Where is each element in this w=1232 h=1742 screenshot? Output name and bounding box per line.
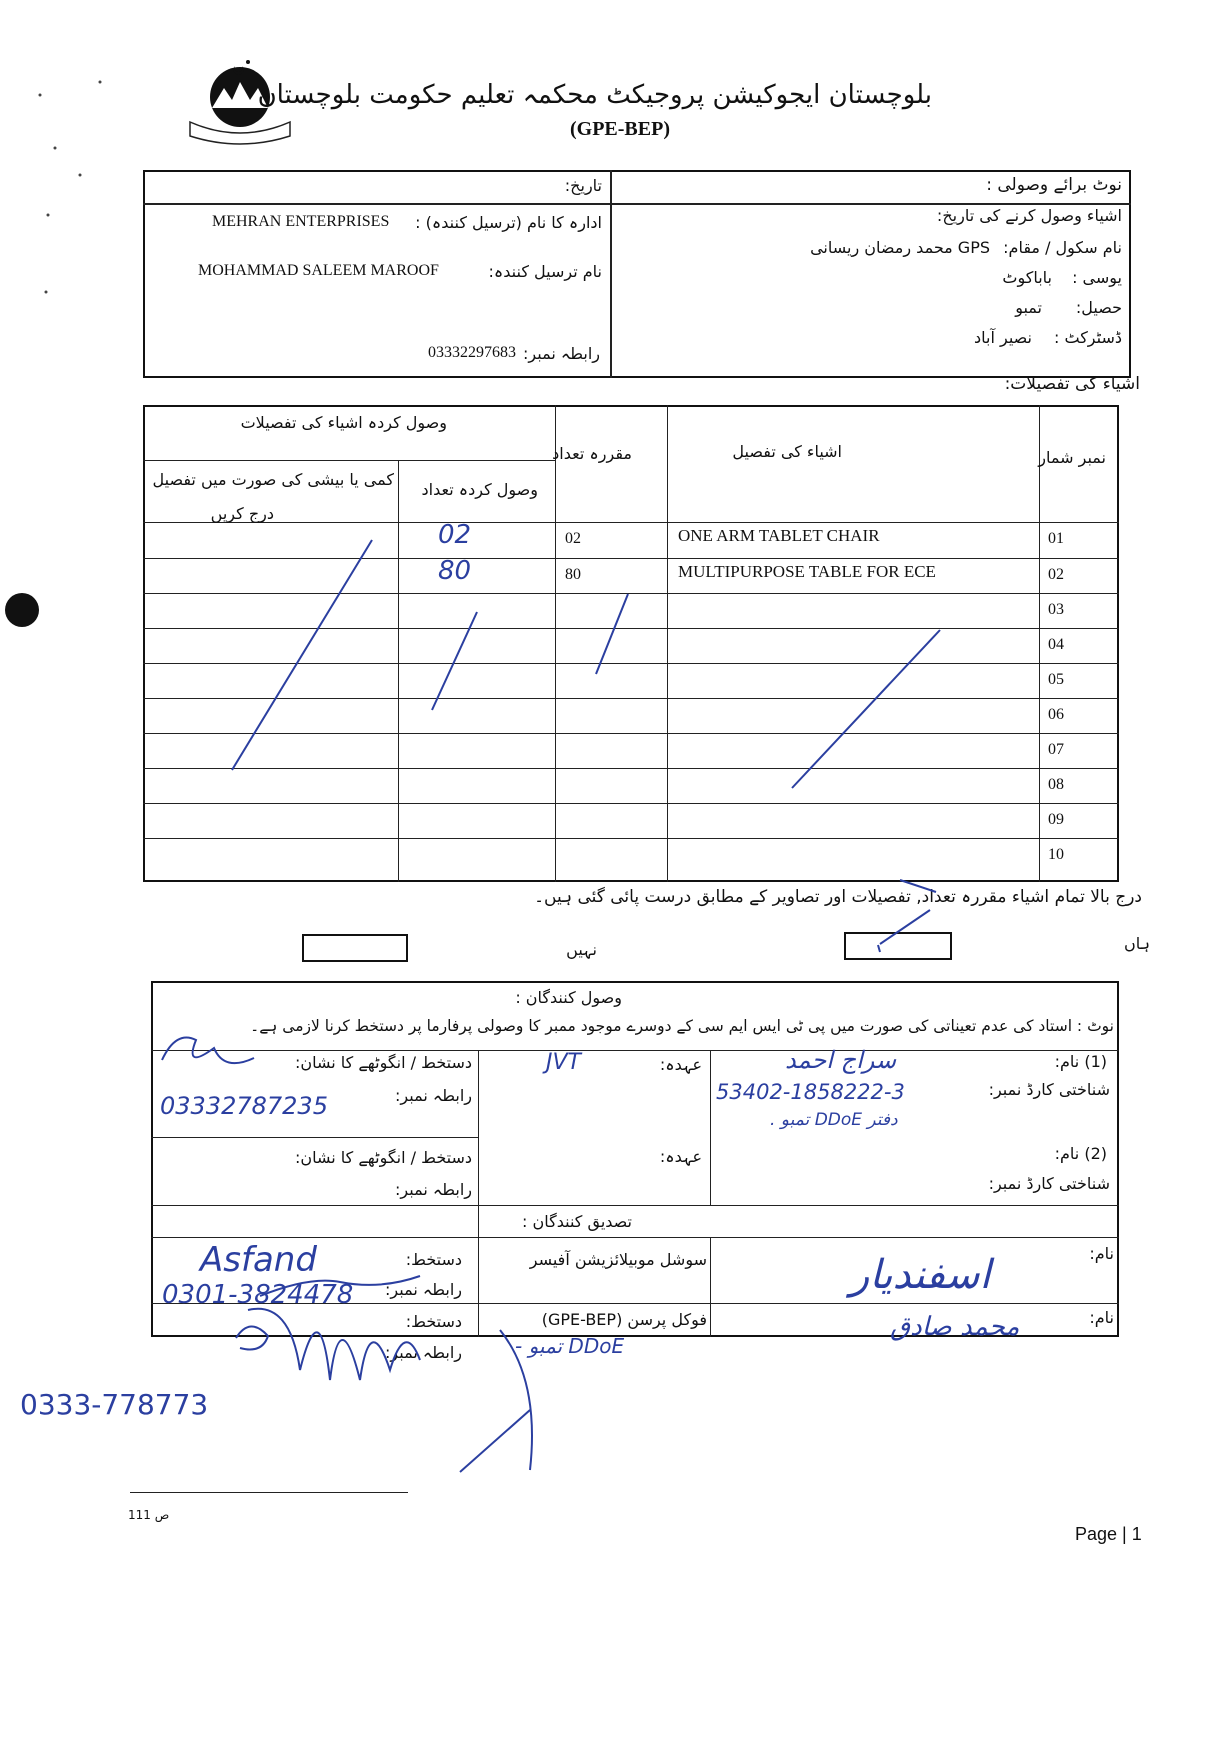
date-label: تاریخ: xyxy=(564,176,602,195)
verifier1-signature-handwritten: Asfand xyxy=(200,1240,317,1280)
receiver2-contact-label: رابطہ نمبر: xyxy=(395,1180,472,1199)
org-value: MEHRAN ENTERPRISES xyxy=(212,213,390,230)
row-serial: 06 xyxy=(1048,706,1064,723)
row-serial: 02 xyxy=(1048,566,1064,583)
row-fixed-qty: 02 xyxy=(565,530,581,547)
receiver1-cnic-label: شناختی کارڈ نمبر: xyxy=(988,1080,1110,1099)
verifier2-contact-label: رابطہ نمبر: xyxy=(385,1343,462,1362)
receiver2-designation-label: عہدہ: xyxy=(659,1147,702,1166)
confirmation-statement: درج بالا تمام اشیاء مقررہ تعداد, تفصیلات اور تصاویر کے مطابق درست پائی گئی ہیں۔ xyxy=(534,887,1142,907)
verifier2-name-handwritten: محمد صادق xyxy=(890,1312,1020,1342)
verifier2-role-note-handwritten: - تمبو DDoE xyxy=(515,1334,625,1358)
receiver1-office-handwritten: دفتر DDoE تمبو . xyxy=(770,1110,898,1130)
receiver2-name-label: (2) نام: xyxy=(1054,1144,1107,1163)
receiver1-designation-handwritten: JVT xyxy=(546,1050,581,1075)
yes-label: ہاں xyxy=(1124,934,1150,953)
tehsil-label: حصیل: xyxy=(1075,298,1122,317)
sender-value: MOHAMMAD SALEEM MAROOF xyxy=(198,262,439,279)
col-shortage-header-1: کمی یا بیشی کی صورت میں تفصیل xyxy=(152,470,394,489)
verifiers-title: تصدیق کنندگان : xyxy=(522,1212,632,1231)
row-received-qty: 02 xyxy=(438,520,472,550)
uc-value: باباکوٹ xyxy=(1002,268,1052,287)
row-serial: 05 xyxy=(1048,671,1064,688)
col-received-group-header: وصول کردہ اشیاء کی تفصیلات xyxy=(240,413,447,432)
verifier1-name-handwritten: اسفندیار xyxy=(850,1252,991,1298)
row-serial: 10 xyxy=(1048,846,1064,863)
receivers-title: وصول کنندگان : xyxy=(515,988,622,1007)
district-value: نصیر آباد xyxy=(974,328,1032,347)
receivers-note: نوٹ : استاد کی عدم تعیناتی کی صورت میں پی ٹی ایس ایم سی کے دوسرے موجود ممبر کا وصولی پرفارما پر دستخط کرنا لازمی ہے۔ xyxy=(250,1017,1114,1035)
col-received-qty-header: وصول کردہ تعداد xyxy=(421,480,538,499)
verifier1-role: سوشل موبیلائزیشن آفیسر xyxy=(529,1250,707,1269)
page-number: Page | 1 xyxy=(1075,1524,1142,1544)
district-label: ڈسٹرکٹ : xyxy=(1054,328,1122,347)
verifier1-phone-handwritten: 0301-3824478 xyxy=(162,1280,354,1310)
items-received-date-label: اشیاء وصول کرنے کی تاریخ: xyxy=(936,206,1122,225)
receiver1-designation-label: عہدہ: xyxy=(659,1055,702,1074)
row-received-qty: 80 xyxy=(438,556,472,586)
verifier2-name-label: نام: xyxy=(1089,1308,1114,1327)
scan-dots xyxy=(39,81,102,294)
verifier1-signature-label: دستخط: xyxy=(405,1250,462,1269)
receiver1-cnic-handwritten: 53402-1858222-3 xyxy=(716,1080,905,1104)
no-label: نہیں xyxy=(566,940,597,959)
org-label: ادارہ کا نام (ترسیل کنندہ) : xyxy=(415,213,602,232)
row-serial: 08 xyxy=(1048,776,1064,793)
row-fixed-qty: 80 xyxy=(565,566,581,583)
header-title: بلوچستان ایجوکیشن پروجیکٹ محکمہ تعلیم حکومت بلوچستان xyxy=(257,80,932,110)
receiver1-name-handwritten: سراج احمد xyxy=(785,1046,897,1074)
verifier2-role: فوکل پرسن (GPE-BEP) xyxy=(541,1310,707,1329)
col-shortage-header-2: درج کریں xyxy=(210,504,274,523)
col-detail-header: اشیاء کی تفصیل xyxy=(732,442,842,461)
row-serial: 09 xyxy=(1048,811,1064,828)
receiver2-signature-label: دستخط / انگوٹھے کا نشان: xyxy=(294,1148,472,1167)
school-value: GPS محمد رمضان ریسانی xyxy=(810,238,990,257)
no-checkbox[interactable] xyxy=(302,934,408,962)
receiver1-signature-label: دستخط / انگوٹھے کا نشان: xyxy=(294,1053,472,1072)
yes-checkbox[interactable] xyxy=(844,932,952,960)
uc-label: یوسی : xyxy=(1072,268,1122,287)
row-serial: 03 xyxy=(1048,601,1064,618)
receiver2-cnic-label: شناختی کارڈ نمبر: xyxy=(988,1174,1110,1193)
row-serial: 04 xyxy=(1048,636,1064,653)
col-serial-header: نمبر شمار xyxy=(1038,448,1106,467)
footnote: ص 111 xyxy=(128,1508,170,1522)
row-detail: ONE ARM TABLET CHAIR xyxy=(678,526,880,545)
verifier1-name-label: نام: xyxy=(1089,1244,1114,1263)
sender-label: نام ترسیل کنندہ: xyxy=(488,262,602,281)
school-label: نام سکول / مقام: xyxy=(1003,238,1122,257)
footer-phone-handwritten: 0333-778773 xyxy=(20,1388,209,1421)
tehsil-value: تمبو xyxy=(1015,298,1042,317)
row-serial: 07 xyxy=(1048,741,1064,758)
verifier2-signature-label: دستخط: xyxy=(405,1312,462,1331)
contact-value: 03332297683 xyxy=(428,344,516,361)
row-detail: MULTIPURPOSE TABLE FOR ECE xyxy=(678,562,936,581)
receiver1-phone-handwritten: 03332787235 xyxy=(160,1092,328,1120)
items-section-title: اشیاء کی تفصیلات: xyxy=(1004,374,1140,394)
punch-hole-icon xyxy=(5,593,39,627)
header-code: (GPE-BEP) xyxy=(570,118,670,140)
contact-label: رابطہ نمبر: xyxy=(523,344,600,363)
row-serial: 01 xyxy=(1048,530,1064,547)
receipt-note-label: نوٹ برائے وصولی : xyxy=(986,175,1122,195)
col-fixed-qty-header: مقررہ تعداد xyxy=(552,444,632,463)
receiver1-contact-label: رابطہ نمبر: xyxy=(395,1086,472,1105)
verifier1-contact-label: رابطہ نمبر: xyxy=(385,1280,462,1299)
receiver1-name-label: (1) نام: xyxy=(1054,1052,1107,1071)
